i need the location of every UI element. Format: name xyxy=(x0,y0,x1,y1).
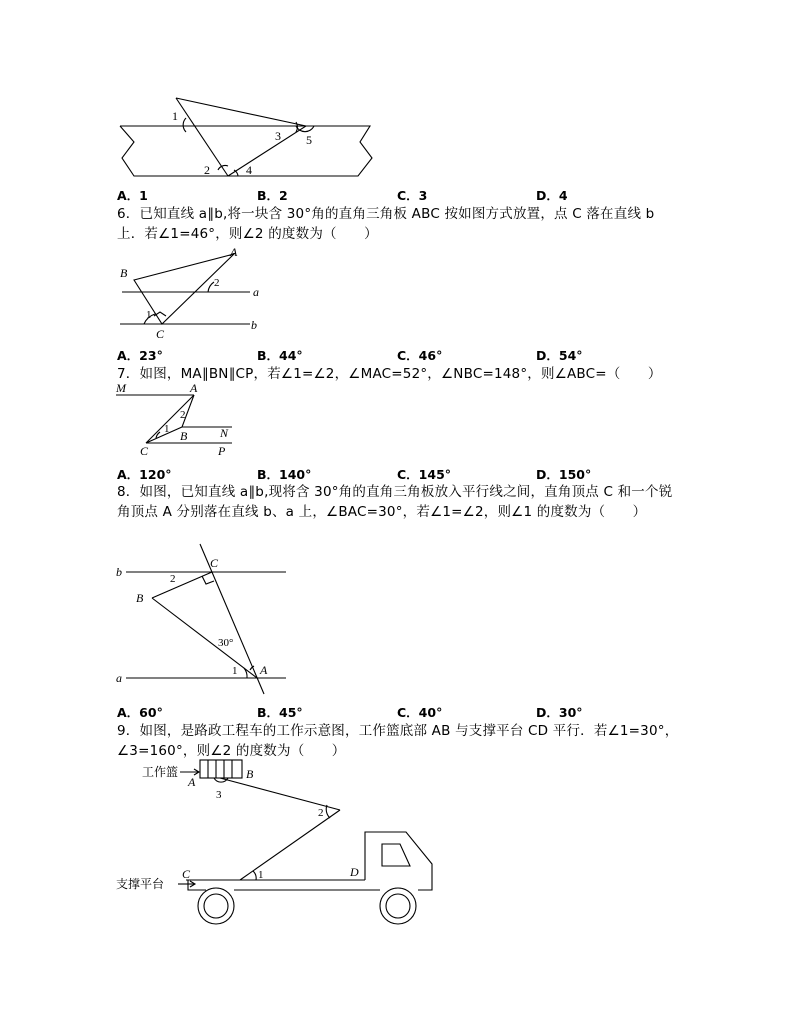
q6-label: b xyxy=(251,318,257,332)
q8-label: B xyxy=(136,591,144,605)
q9-label: 工作篮 xyxy=(142,765,179,779)
q5-label: 1 xyxy=(172,109,178,123)
q7-label: C xyxy=(140,444,149,458)
q6-figure xyxy=(110,244,280,344)
q8-label: a xyxy=(116,671,122,685)
q9-label: 1 xyxy=(258,869,264,881)
q7-options xyxy=(117,465,677,481)
q5-option-d[interactable]: D．4 xyxy=(536,188,568,203)
q9-label: 3 xyxy=(216,789,222,801)
q8-option-d[interactable]: D．30° xyxy=(536,705,583,720)
q6-option-b[interactable]: B．44° xyxy=(257,348,303,363)
q9-label: A xyxy=(188,775,196,789)
q9-text: 9．如图，是路政工程车的工作示意图，工作篮底部 AB 与支撑平台 CD 平行．若∠1=30°，∠3=160°，则∠2 的度数为（ ） xyxy=(117,723,679,759)
q6-label: B xyxy=(120,266,128,280)
q6-text: 6．已知直线 a∥b,将一块含 30°角的直角三角板 ABC 按如图方式放置，点 C 落在直线 b 上．若∠1=46°，则∠2 的度数为（ ） xyxy=(117,206,655,242)
q7-label: N xyxy=(220,426,229,440)
q8-options xyxy=(117,703,677,719)
q6-label: C xyxy=(156,327,165,341)
q5-label: 3 xyxy=(275,129,281,143)
q9-label: B xyxy=(246,767,254,781)
q7-label: 1 xyxy=(164,423,170,435)
q7-option-a[interactable]: A．120° xyxy=(117,467,172,482)
q7-option-b[interactable]: B．140° xyxy=(257,467,312,482)
q7-label: B xyxy=(180,429,188,443)
q6-label: A xyxy=(230,245,238,259)
q7-text: 7．如图，MA∥BN∥CP，若∠1=∠2，∠MAC=52°，∠NBC=148°，则∠ABC=（ ） xyxy=(117,366,662,382)
q6-option-a[interactable]: A．23° xyxy=(117,348,163,363)
q7-option-c[interactable]: C．145° xyxy=(397,467,452,482)
q6-label: 1 xyxy=(146,309,152,321)
q5-label: 2 xyxy=(204,163,210,177)
q8-label: 2 xyxy=(170,573,176,585)
q5-option-c[interactable]: C．3 xyxy=(397,188,428,203)
q8-label: 1 xyxy=(232,665,238,677)
q5-options xyxy=(117,186,677,202)
q8-option-b[interactable]: B．45° xyxy=(257,705,303,720)
q8-label: 30° xyxy=(218,637,234,649)
q6-option-c[interactable]: C．46° xyxy=(397,348,443,363)
q5-label: 4 xyxy=(246,163,252,177)
q9-figure xyxy=(110,752,450,932)
q9-label: C xyxy=(182,867,191,881)
q8-option-a[interactable]: A．60° xyxy=(117,705,163,720)
q7-label: 2 xyxy=(180,409,186,421)
q5-option-b[interactable]: B．2 xyxy=(257,188,288,203)
q6-label: 2 xyxy=(214,277,220,289)
q7-label: A xyxy=(190,381,198,395)
q8-option-c[interactable]: C．40° xyxy=(397,705,443,720)
q7-figure xyxy=(110,380,250,460)
q8-text: 8．如图，已知直线 a∥b,现将含 30°角的直角三角板放入平行线之间，直角顶点 C 和一个锐角顶点 A 分别落在直线 b、a 上，∠BAC=30°，若∠1=∠2，则∠1 的度数为（ ） xyxy=(117,484,673,520)
q8-label: b xyxy=(116,565,122,579)
q5-figure xyxy=(110,92,380,184)
q6-label: a xyxy=(253,285,259,299)
q7-label: P xyxy=(218,444,226,458)
q8-label: C xyxy=(210,556,219,570)
q8-figure xyxy=(110,540,300,700)
q9-label: 2 xyxy=(318,807,324,819)
q5-option-a[interactable]: A．1 xyxy=(117,188,148,203)
q9-label: 支撑平台 xyxy=(116,877,165,891)
q7-label: M xyxy=(116,381,126,395)
q7-option-d[interactable]: D．150° xyxy=(536,467,592,482)
q6-options xyxy=(117,346,677,362)
q6-option-d[interactable]: D．54° xyxy=(536,348,583,363)
q5-label: 5 xyxy=(306,133,312,147)
q9-label: D xyxy=(350,865,359,879)
q8-label: A xyxy=(260,663,268,677)
